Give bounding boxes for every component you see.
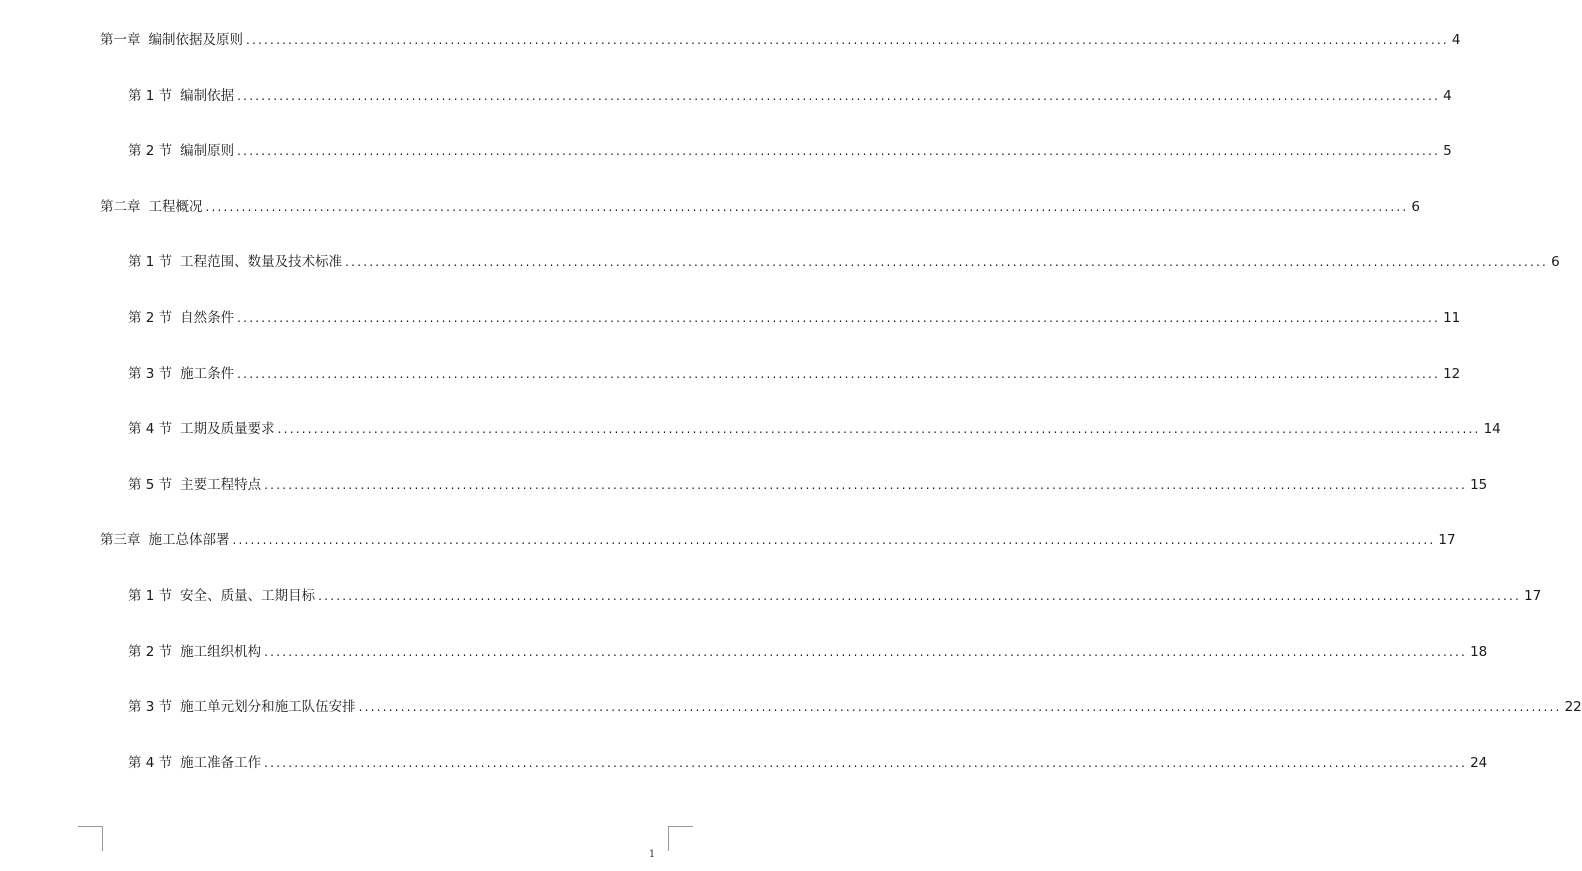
- toc-entry-label: [128, 252, 342, 272]
- toc-entry-title: 施工总体部署: [148, 532, 230, 548]
- toc-entry-label: [128, 697, 356, 717]
- toc-entry-number: 第 2 节: [128, 644, 173, 660]
- toc-entry-page-number: 18: [1470, 644, 1488, 660]
- toc-entry-label: [100, 530, 230, 550]
- toc-entry-page-number: 15: [1470, 477, 1488, 493]
- toc-entry-number: 第三章: [100, 532, 141, 548]
- toc-entry-label: [128, 475, 261, 495]
- dot-leader: ........................................................................................................................................................................................................: [358, 700, 1562, 714]
- toc-section-entry[interactable]: [128, 364, 1461, 384]
- dot-leader: ........................................................................................................................................................................................................: [237, 367, 1441, 381]
- dot-leader: ........................................................................................................................................................................................................: [237, 311, 1441, 325]
- dot-leader: ........................................................................................................................................................................................................: [264, 645, 1468, 659]
- toc-entry-page-number: 6: [1551, 254, 1560, 270]
- toc-entry-number: 第 2 节: [128, 143, 173, 159]
- toc-entry-page-number: 22: [1564, 699, 1582, 715]
- toc-entry-title: 安全、质量、工期目标: [180, 588, 316, 604]
- toc-entry-title: 施工组织机构: [180, 644, 262, 660]
- toc-section-entry[interactable]: [128, 642, 1488, 662]
- toc-section-entry[interactable]: [128, 419, 1501, 439]
- toc-entry-title: 自然条件: [180, 310, 235, 326]
- toc-entry-page-number: 11: [1443, 310, 1461, 326]
- toc-entry-label: [128, 141, 234, 161]
- toc-entry-title: 施工单元划分和施工队伍安排: [180, 699, 356, 715]
- toc-entry-label: [128, 642, 261, 662]
- toc-entry-page-number: 4: [1443, 88, 1452, 104]
- toc-section-entry[interactable]: [128, 141, 1452, 161]
- toc-entry-title: 施工准备工作: [180, 755, 262, 771]
- toc-entry-title: 工程范围、数量及技术标准: [180, 254, 343, 270]
- toc-entry-number: 第 1 节: [128, 588, 173, 604]
- dot-leader: ........................................................................................................................................................................................................: [345, 255, 1549, 269]
- toc-entry-number: 第一章: [100, 32, 141, 48]
- toc-entry-title: 编制原则: [180, 143, 235, 159]
- dot-leader: ........................................................................................................................................................................................................: [232, 533, 1436, 547]
- toc-entry-number: 第 3 节: [128, 366, 173, 382]
- toc-entry-title: 编制依据及原则: [148, 32, 243, 48]
- page-number: 1: [648, 849, 656, 860]
- dot-leader: ........................................................................................................................................................................................................: [237, 89, 1441, 103]
- toc-entry-title: 工期及质量要求: [180, 421, 275, 437]
- toc-entry-number: 第 2 节: [128, 310, 173, 326]
- toc-entry-page-number: 4: [1451, 32, 1461, 48]
- dot-leader: ........................................................................................................................................................................................................: [205, 200, 1409, 214]
- toc-entry-page-number: 17: [1524, 588, 1542, 604]
- dot-leader: ........................................................................................................................................................................................................: [277, 422, 1481, 436]
- toc-entry-label: [128, 86, 234, 106]
- toc-entry-label: [128, 753, 261, 773]
- toc-section-entry[interactable]: [128, 252, 1560, 272]
- toc-entry-number: 第二章: [100, 199, 141, 215]
- toc-entry-page-number: 14: [1483, 421, 1501, 437]
- dot-leader: ........................................................................................................................................................................................................: [264, 478, 1468, 492]
- toc-entry-number: 第 4 节: [128, 421, 173, 437]
- toc-entry-page-number: 6: [1411, 199, 1420, 215]
- toc-entry-page-number: 17: [1438, 532, 1456, 548]
- toc-entry-label: [128, 419, 275, 439]
- toc-entry-label: [100, 30, 243, 50]
- toc-entry-page-number: 24: [1470, 755, 1488, 771]
- toc-section-entry[interactable]: [128, 586, 1542, 606]
- page-corner-mark-right: [668, 826, 693, 851]
- toc-section-entry[interactable]: [128, 697, 1582, 717]
- toc-chapter-entry[interactable]: [100, 530, 1456, 550]
- toc-entry-number: 第 1 节: [128, 88, 173, 104]
- toc-entry-label: [128, 586, 315, 606]
- toc-entry-label: [100, 197, 203, 217]
- toc-entry-number: 第 4 节: [128, 755, 173, 771]
- toc-entry-page-number: 12: [1443, 366, 1461, 382]
- toc-entry-title: 主要工程特点: [180, 477, 262, 493]
- page-corner-mark-left: [78, 826, 103, 851]
- dot-leader: ........................................................................................................................................................................................................: [318, 589, 1522, 603]
- toc-entry-title: 施工条件: [180, 366, 235, 382]
- toc-section-entry[interactable]: [128, 86, 1452, 106]
- dot-leader: ........................................................................................................................................................................................................: [264, 756, 1468, 770]
- dot-leader: ........................................................................................................................................................................................................: [237, 144, 1441, 158]
- toc-entry-number: 第 3 节: [128, 699, 173, 715]
- toc-entry-title: 工程概况: [148, 199, 203, 215]
- toc-entry-label: [128, 364, 234, 384]
- toc-entry-number: 第 1 节: [128, 254, 173, 270]
- dot-leader: ........................................................................................................................................................................................................: [246, 33, 1449, 47]
- toc-section-entry[interactable]: [128, 753, 1488, 773]
- toc-chapter-entry[interactable]: [100, 197, 1420, 217]
- toc-chapter-entry[interactable]: [100, 30, 1461, 50]
- toc-section-entry[interactable]: [128, 308, 1461, 328]
- toc-section-entry[interactable]: [128, 475, 1488, 495]
- toc-entry-page-number: 5: [1443, 143, 1452, 159]
- toc-entry-number: 第 5 节: [128, 477, 173, 493]
- toc-entry-title: 编制依据: [180, 88, 235, 104]
- toc-entry-label: [128, 308, 234, 328]
